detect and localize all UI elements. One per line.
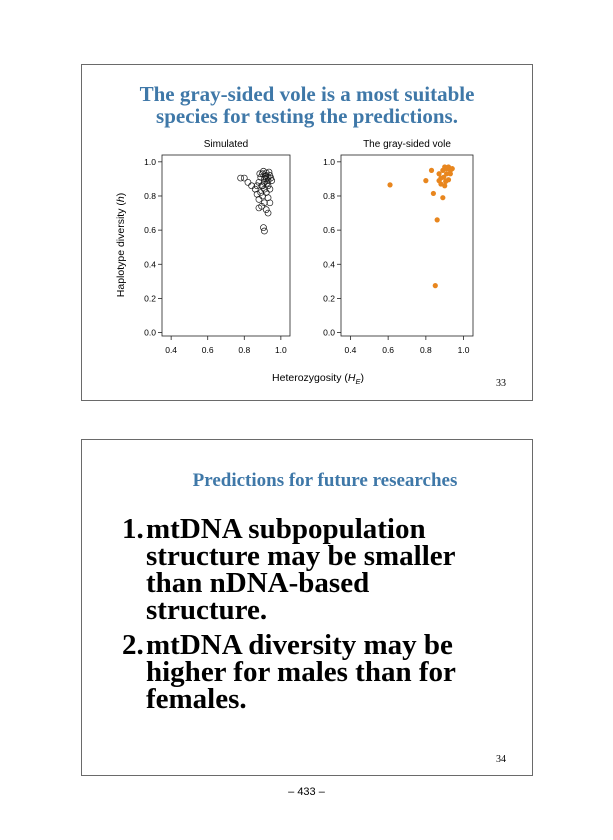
prediction-line: mtDNA subpopulation — [146, 513, 426, 545]
plot-frame — [341, 155, 473, 336]
data-point — [258, 190, 264, 196]
data-point — [443, 179, 448, 184]
slide-title: Predictions for future researches — [192, 470, 458, 491]
prediction-line: structure. — [146, 594, 268, 626]
slide-title-line-2: species for testing the predictions. — [156, 104, 458, 128]
data-point — [448, 171, 453, 176]
prediction-item — [122, 629, 522, 715]
y-axis-label: Haplotype diversity (h) — [115, 192, 127, 298]
data-point — [423, 178, 428, 183]
y-tick-label: 0.2 — [323, 293, 335, 304]
y-tick-label: 1.0 — [144, 156, 156, 167]
data-point — [265, 210, 271, 216]
y-tick-label: 0.8 — [323, 190, 335, 201]
y-tick-label: 0.4 — [323, 259, 335, 270]
y-tick-label: 1.0 — [323, 156, 335, 167]
prediction-item — [122, 513, 522, 626]
y-tick-label: 0.2 — [144, 293, 156, 304]
page-number: – 433 – — [288, 786, 325, 798]
data-point — [260, 193, 266, 199]
slide-33 — [81, 64, 533, 401]
x-tick-label: 0.8 — [238, 345, 251, 355]
data-point — [245, 179, 251, 185]
prediction-line: higher for males than for — [146, 656, 456, 688]
prediction-text — [146, 629, 456, 715]
y-tick-label: 0.4 — [144, 259, 156, 270]
prediction-number: 1. — [122, 513, 144, 545]
prediction-line: structure may be smaller — [146, 540, 456, 572]
data-point — [442, 183, 447, 188]
prediction-text — [146, 513, 456, 626]
x-tick-label: 0.6 — [382, 345, 395, 355]
data-point — [238, 175, 244, 181]
prediction-list — [122, 513, 522, 721]
y-tick-label: 0.6 — [144, 225, 156, 236]
data-point — [436, 171, 441, 176]
data-point — [387, 182, 392, 187]
data-point — [256, 196, 262, 202]
x-axis-label: Heterozygosity $(H_E)$ — [272, 372, 364, 386]
data-point — [450, 166, 455, 171]
data-point — [261, 228, 267, 234]
data-point — [444, 166, 449, 171]
data-point — [440, 195, 445, 200]
slide-number: 33 — [496, 378, 506, 389]
data-point — [433, 283, 438, 288]
prediction-line: than nDNA-based — [146, 567, 370, 599]
data-point — [267, 200, 273, 206]
chart-title: The gray-sided vole — [363, 139, 451, 150]
data-point — [431, 191, 436, 196]
prediction-number: 2. — [122, 629, 144, 661]
chart-title: Simulated — [203, 139, 249, 150]
x-tick-label: 1.0 — [457, 345, 470, 355]
data-point — [435, 217, 440, 222]
y-tick-label: 0.0 — [323, 327, 335, 338]
y-tick-label: 0.0 — [144, 327, 156, 338]
slide-number: 34 — [496, 754, 506, 765]
slide-34 — [81, 439, 533, 776]
y-tick-label: 0.8 — [144, 190, 156, 201]
x-tick-label: 0.6 — [201, 345, 214, 355]
prediction-line: females. — [146, 683, 247, 715]
x-tick-label: 0.4 — [165, 345, 178, 355]
x-tick-label: 0.4 — [344, 345, 357, 355]
x-tick-label: 1.0 — [274, 345, 287, 355]
x-tick-label: 0.8 — [419, 345, 432, 355]
data-point — [249, 183, 255, 189]
data-point — [429, 168, 434, 173]
data-point — [267, 186, 273, 192]
scatter-plots — [82, 65, 534, 402]
y-tick-label: 0.6 — [323, 225, 335, 236]
slide-title-line-1: The gray-sided vole is a most suitable — [139, 82, 475, 106]
prediction-line: mtDNA diversity may be — [146, 629, 453, 661]
